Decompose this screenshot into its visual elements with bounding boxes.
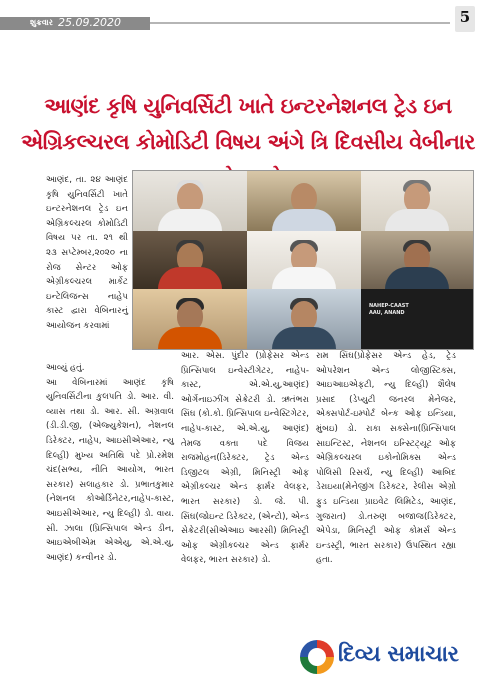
newspaper-logo xyxy=(300,640,460,674)
article-headline: આણંદ કૃષિ યુનિવર્સિટી ખાતે ઇન્ટરનેશનલ ટ્રેડ ઇન એગ્રિકલ્ચરલ કોમોડિટી વિષય અંગે ત્રિ દિવસીય વેબીનાર xyxy=(21,94,475,154)
article-column-1: આવ્યું હતું. આ વેબિનારમાં આણંદ કૃષિ યુનિવર્સિટીના કુલપતિ ડો. આર. વી. વ્યાસ તથા ડો. આર. સી. અગ્રવાલ (ડી.ડી.જી, (એજ્યુકેશન), નેશનલ ડિરેક્ટર, નાહેપ, આઇસીએઆર, ન્યુ દિલ્હી) મુખ્ય અતિથિ પદે પ્રો.રમેશ ચંદ(સભ્ય, નીતિ આયોગ, ભારત સરકાર) સલાહકાર ડો. પ્રભાતકુમાર (નેશનલ કોઓર્ડિનેટર,નાહેપ-કાસ્ટ, આઇસીએઆર, ન્યુ દિલ્હી) ડો. વાય. સી. ઝાલા (પ્રિન્સિપાલ એન્ડ ડીન, આઇએબીએમ એએયુ, એ.એ.યુ, આણંદ) કન્વીનર ડો. xyxy=(46,363,174,563)
participant-tile xyxy=(361,231,473,289)
participant-tile xyxy=(247,289,361,349)
logo-name: દિવ્ય સમાચાર xyxy=(338,642,459,667)
webinar-screenshot-photo xyxy=(132,170,474,350)
logo-swirl-icon xyxy=(300,640,334,674)
participant-tile xyxy=(361,171,473,231)
participant-tile xyxy=(247,171,361,231)
header-rule xyxy=(150,22,450,24)
header-day: શુક્રવાર xyxy=(30,18,53,27)
participant-tile xyxy=(133,289,247,349)
photo-caption-line1: NAHEP-CAAST xyxy=(369,303,409,309)
article-column-2: આર. એસ. પુંદીર (પ્રોફેસર એન્ડ પ્રિન્સિપાલ ઇન્વેસ્ટીગેટર, નાહેપ-કાસ્ટ, એ.એ.યુ,આણંદ) ઓર્ગેનાઇઝીંગ સેક્રેટરી ડો. ઋતંભરા સિંઘ (કો.કો. પ્રિન્સિપાલ ઇન્વેસ્ટિગેટર, નાહેપ-કાસ્ટ, એ.એ.યુ, આણંદ) તેમજ વક્તા પદે વિજય રાજમોહન(ડિરેક્ટર, ટ્રેડ એન્ડ ડિજીટલ એગ્રી, મિનિસ્ટ્રી ઓફ એગ્રીકલ્ચર એન્ડ ફાર્મર વેલફર, ભારત સરકાર) ડો. જે. પી. સિંઘ(જોઇન્ટ ડિરેક્ટર, (એન્ટો), એન્ડ સેક્રેટરી(સીએઆઇ આરસી) મિનિસ્ટ્રી ઓફ એગ્રીકલ્ચર એન્ડ ફાર્મર વેલફર, ભારત સરકાર) ડો. xyxy=(181,351,309,566)
caption-tile xyxy=(361,289,473,349)
article-intro: આણંદ, તા. ૨૪ આણંદ કૃષિ યુનિવર્સિટી ખાતે ઇન્ટરનેશનલ ટ્રેડ ઇન એગ્રિકલ્ચરલ કોમોડિટી વિષય પર તા. ૨૧ થી ૨૩ સપ્ટેમ્બર,૨૦૨૦ ના રોજ સેન્ટર ઓફ એગ્રીકલ્ચરલ માર્કેટ ઇન્ટેલિજન્સ નાહેપ કાસ્ટ દ્વારા વેબિનારનું આયોજન કરવામાં xyxy=(46,175,128,331)
article-column-3: રામ સિંઘ(પ્રોફેસર એન્ડ હેડ, ટ્રેડ ઓપરેશન એન્ડ લોજીસ્ટિક્સ, આઇઆઇએફટી, ન્યુ દિલ્હી) શૈલેષ પ્રસાદ (ડેપ્યુટી જનરલ મેનેજર, એક્સપોર્ટ-ઇમ્પોર્ટ બેન્ક ઓફ ઇન્ડિયા, મુંબઇ) ડો. રાકા સક્સેના(પ્રિન્સિપાલ સાઇન્ટિસ્ટ, નેશનલ ઇન્સ્ટિટ્યૂટ ઓફ એગ્રિકલ્ચરલ ઇકોનોમિક્સ એન્ડ પોલિસી રિસર્ચ, ન્યુ દિલ્હી) આબિદ ડેરાઇયા(મેનેજીંગ ડિરેક્ટર, રેલીસ એગ્રો ફુડ ઇન્ડિયા પ્રાઇવેટ લિમિટેડ, આણંદ, ગુજરાત) ડો.તરુણ બજાજ(ડિરેક્ટર, એપેડા, મિનિસ્ટ્રી ઓફ કોમર્સ એન્ડ ઇન્ડસ્ટ્રી, ભારત સરકાર) ઉપસ્થિત રહ્યા હતા. xyxy=(316,351,456,566)
photo-caption-line2: AAU, ANAND xyxy=(369,310,405,316)
participant-tile xyxy=(133,171,247,231)
participant-tile xyxy=(247,231,361,289)
photo-caption xyxy=(369,303,409,317)
page-header xyxy=(0,0,495,32)
page-number: 5 xyxy=(459,8,471,26)
header-date: 25.09.2020 xyxy=(58,16,121,29)
participant-tile xyxy=(133,231,247,289)
